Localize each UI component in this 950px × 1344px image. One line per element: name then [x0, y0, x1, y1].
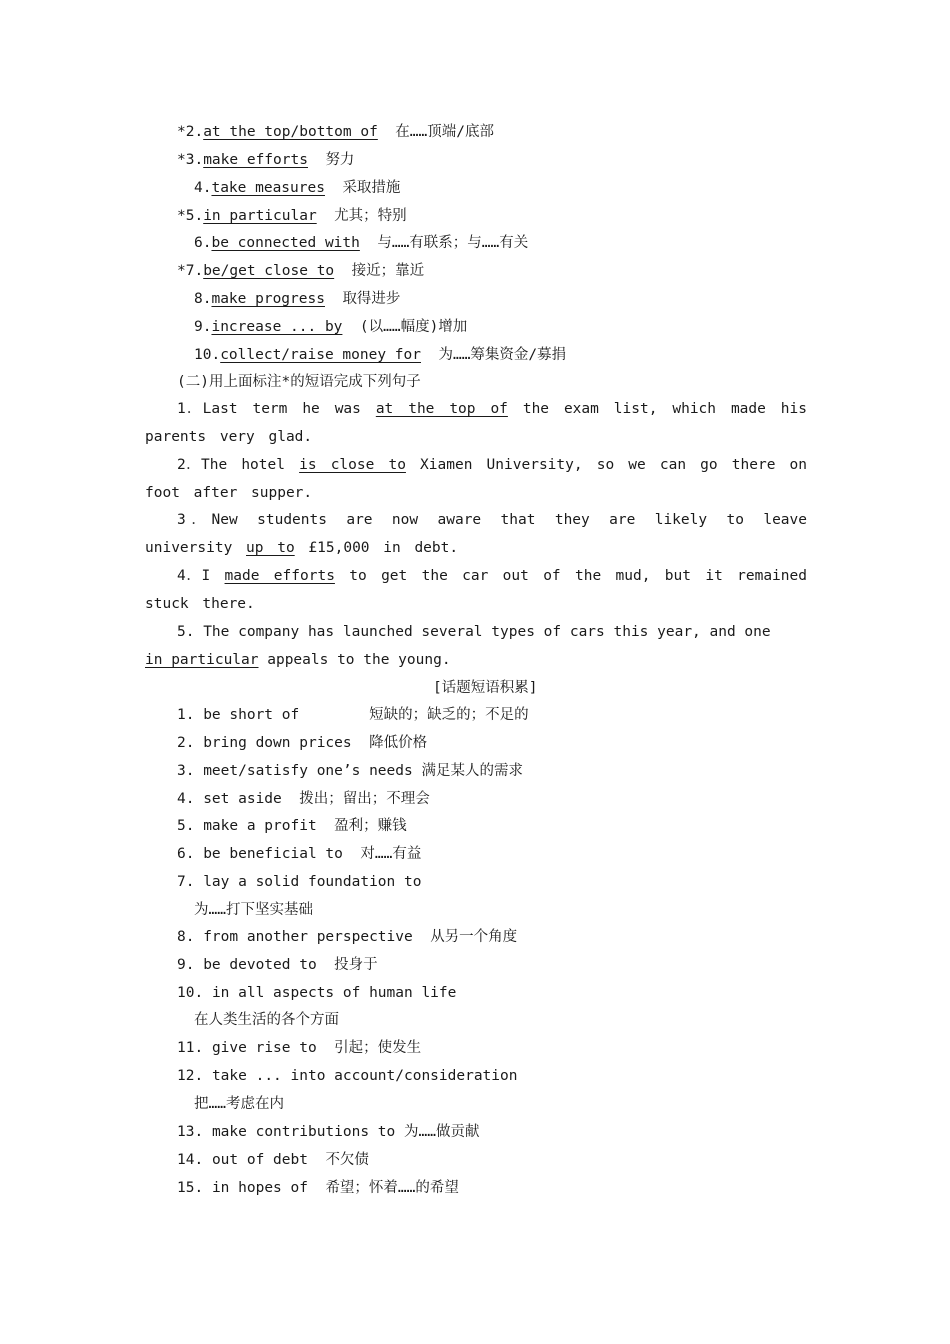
phrase-num: 4. [177, 791, 195, 807]
phrase-num: 12. [177, 1068, 204, 1084]
topic-phrase [177, 1038, 421, 1058]
phrase-meaning: 在人类生活的各个方面 [194, 1012, 339, 1028]
exercise-sentence-cont [145, 650, 451, 670]
vocab-num: *7. [177, 263, 204, 279]
phrase-meaning: 从另一个角度 [430, 929, 518, 945]
vocab-phrase: collect/raise money for [220, 347, 421, 363]
sentence-text: I [201, 568, 225, 584]
sentence-text: The hotel [201, 457, 300, 473]
vocab-item [177, 261, 424, 281]
sentence-answer: at the top of [375, 401, 508, 417]
phrase-text: meet/satisfy one’s needs [203, 763, 413, 779]
phrase-num: 14. [177, 1152, 204, 1168]
vocab-meaning: 为……筹集资金/募捐 [438, 347, 567, 363]
vocab-num: 8. [194, 291, 212, 307]
vocab-phrase: be connected with [211, 235, 360, 251]
sentence-text: the exam list, which made his parents very glad. [145, 401, 807, 445]
vocab-meaning: 采取措施 [342, 180, 401, 196]
phrase-num: 5. [177, 818, 195, 834]
vocab-num: *2. [177, 124, 204, 140]
vocab-meaning: (以……幅度)增加 [359, 319, 468, 335]
sentence-text: Last term he was [202, 401, 376, 417]
vocab-meaning: 接近；靠近 [351, 263, 425, 279]
sentence-text: Xiamen University, so we can go there on foot after supper. [145, 457, 807, 501]
vocab-num: 4. [194, 180, 212, 196]
sentence-num: 4． [177, 568, 202, 584]
phrase-num: 7. [177, 874, 195, 890]
sentence-text: £15,000 in debt. [294, 539, 459, 556]
topic-heading: [话题短语积累] [433, 680, 538, 696]
vocab-phrase: make efforts [203, 152, 308, 168]
phrase-num: 9. [177, 957, 195, 973]
sentence-text: to get the car out of the mud, but it remained stuck there. [145, 568, 807, 612]
sentence-answer: in particular [145, 652, 259, 668]
phrase-num: 1. [177, 707, 195, 723]
phrase-meaning: 拨出；留出；不理会 [299, 791, 430, 807]
vocab-item [194, 317, 467, 337]
sentence-answer: up to [246, 539, 295, 556]
phrase-text: out of debt [211, 1152, 308, 1168]
phrase-meaning: 投身于 [334, 957, 378, 973]
exercise-sentence [145, 507, 807, 563]
phrase-text: bring down prices [203, 735, 352, 751]
phrase-text: make contributions to [211, 1124, 396, 1140]
section-heading: (二)用上面标注*的短语完成下列句子 [177, 374, 421, 390]
vocab-item [194, 178, 400, 198]
phrase-text: set aside [203, 791, 282, 807]
topic-phrase [177, 1066, 517, 1086]
phrase-meaning: 对……有益 [360, 846, 422, 862]
phrase-meaning: 不欠债 [325, 1152, 369, 1168]
phrase-meaning: 把……考虑在内 [194, 1096, 284, 1112]
sentence-answer: made efforts [224, 568, 335, 584]
phrase-num: 15. [177, 1180, 204, 1196]
phrase-text: make a profit [203, 818, 317, 834]
phrase-meaning: 为……做贡献 [404, 1124, 480, 1140]
phrase-text: be devoted to [203, 957, 317, 973]
vocab-meaning: 尤其；特别 [334, 208, 407, 224]
vocab-meaning: 在……顶端/底部 [395, 124, 494, 140]
sentence-answer: is close to [299, 457, 406, 473]
vocab-item [194, 345, 566, 365]
topic-phrase [177, 844, 421, 864]
phrase-num: 10. [177, 985, 204, 1001]
phrase-text: from another perspective [203, 929, 413, 945]
topic-phrase [177, 955, 378, 975]
vocab-num: 9. [194, 319, 212, 335]
topic-phrase [177, 789, 430, 809]
vocab-meaning: 取得进步 [342, 291, 401, 307]
phrase-text: give rise to [211, 1040, 317, 1056]
phrase-num: 8. [177, 929, 195, 945]
vocab-num: *5. [177, 208, 204, 224]
exercise-sentence: 5. The company has launched several types of cars this year, and one [177, 624, 771, 640]
topic-phrase [177, 927, 517, 947]
phrase-num: 2. [177, 735, 195, 751]
sentence-num: 2． [177, 457, 202, 473]
topic-phrase [177, 761, 523, 781]
sentence-text: appeals to the young. [258, 652, 451, 668]
topic-phrase [177, 733, 427, 753]
sentence-num: 3． [177, 512, 212, 528]
exercise-sentence [145, 396, 807, 452]
topic-phrase [177, 1150, 369, 1170]
phrase-text: in all aspects of human life [211, 985, 457, 1001]
phrase-text: be short of [203, 707, 300, 723]
topic-phrase [177, 872, 421, 892]
phrase-meaning: 希望；怀着……的希望 [325, 1180, 459, 1196]
vocab-meaning: 努力 [325, 152, 355, 168]
topic-phrase [177, 983, 456, 1003]
phrase-num: 13. [177, 1124, 204, 1140]
phrase-meaning: 为……打下坚实基础 [194, 902, 313, 918]
vocab-phrase: in particular [203, 208, 317, 224]
phrase-text: be beneficial to [203, 846, 343, 862]
vocab-phrase: take measures [211, 180, 325, 196]
topic-phrase [177, 1122, 479, 1142]
vocab-phrase: at the top/bottom of [203, 124, 378, 140]
vocab-item [177, 122, 494, 142]
phrase-meaning: 降低价格 [369, 735, 428, 751]
vocab-item [194, 289, 400, 309]
phrase-text: lay a solid foundation to [203, 874, 422, 890]
phrase-num: 11. [177, 1040, 204, 1056]
vocab-num: 6. [194, 235, 212, 251]
phrase-meaning: 短缺的；缺乏的；不足的 [369, 707, 529, 723]
phrase-meaning: 满足某人的需求 [421, 763, 523, 779]
phrase-num: 3. [177, 763, 195, 779]
sentence-num: 1． [177, 401, 203, 417]
vocab-phrase: increase ... by [211, 319, 343, 335]
vocab-item [177, 150, 354, 170]
vocab-phrase: be/get close to [203, 263, 335, 279]
phrase-meaning: 引起；使发生 [334, 1040, 422, 1056]
phrase-text: in hopes of [211, 1180, 308, 1196]
topic-phrase [177, 1178, 459, 1198]
sentence-text: New students are now aware that they are likely to leave university [145, 512, 807, 556]
vocab-item [194, 233, 528, 253]
topic-phrase [177, 816, 407, 836]
vocab-num: 10. [194, 347, 221, 363]
phrase-meaning: 盈利；赚钱 [334, 818, 407, 834]
vocab-item [177, 206, 407, 226]
exercise-sentence [145, 452, 807, 508]
exercise-sentence [145, 563, 807, 619]
vocab-meaning: 与……有联系；与……有关 [377, 235, 529, 251]
phrase-num: 6. [177, 846, 195, 862]
phrase-text: take ... into account/consideration [211, 1068, 518, 1084]
topic-phrase [177, 705, 529, 725]
vocab-phrase: make progress [211, 291, 325, 307]
vocab-num: *3. [177, 152, 204, 168]
